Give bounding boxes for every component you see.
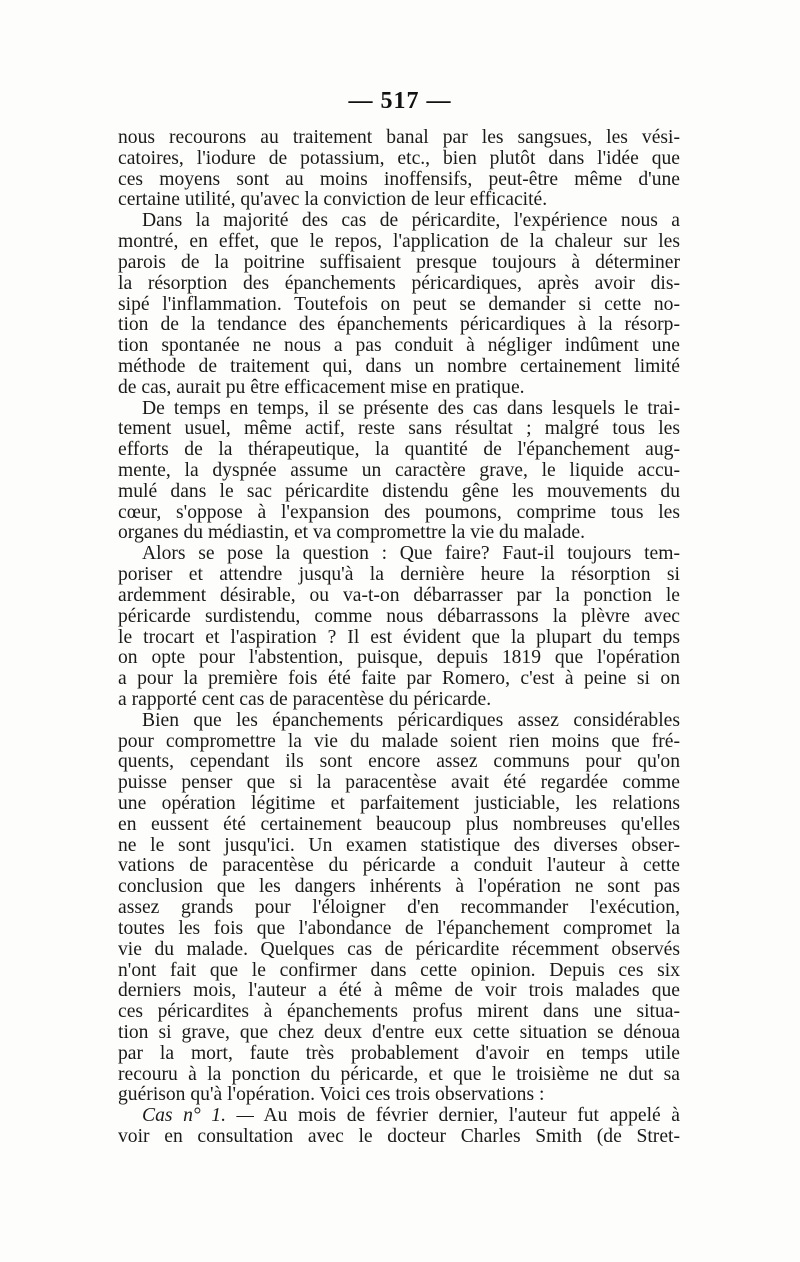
text-line: ces moyens sont au moins inoffensifs, peut-être même d'une [118, 169, 680, 190]
text-line: certaine utilité, qu'avec la conviction de leur efficacité. [118, 190, 548, 211]
text-line: recouru à la ponction du péricarde, et que le troisième ne dut sa [118, 1064, 680, 1085]
paragraph-start-line: Alors se pose la question : Que faire? Faut-il toujours tem- [142, 544, 680, 565]
paragraph-start-line: Bien que les épanchements péricardiques assez considérables [142, 710, 680, 731]
body-text [118, 128, 680, 1148]
text-line: de cas, aurait pu être efficacement mise en pratique. [118, 377, 525, 398]
text-line: voir en consultation avec le docteur Charles Smith (de Stret- [118, 1127, 680, 1147]
text-line: puisse penser que si la paracentèse avait été regardée comme [118, 773, 680, 794]
text-line: une opération légitime et parfaitement justiciable, les relations [118, 794, 680, 814]
text-line: la résorption des épanchements péricardiques, après avoir dis- [118, 273, 680, 294]
text-line: montré, en effet, que le repos, l'application de la chaleur sur les [118, 232, 680, 253]
text-line: péricarde surdistendu, comme nous débarrassons la plèvre avec [118, 606, 680, 627]
text-line: pour compromettre la vie du malade soient rien moins que fré- [118, 731, 680, 752]
paragraph-start-line: De temps en temps, il se présente des cas dans lesquels le trai- [142, 398, 680, 419]
text-line: quents, cependant ils sont encore assez communs pour qu'on [118, 752, 680, 773]
text-line: vie du malade. Quelques cas de péricardite récemment observés [118, 939, 680, 960]
text-line: mente, la dyspnée assume un caractère grave, le liquide accu- [118, 461, 680, 481]
text-line: ces péricardites à épanchements profus mirent dans une situa- [118, 1002, 680, 1023]
text-line: a pour la première fois été faite par Romero, c'est à peine si on [118, 669, 680, 690]
text-line: tion spontanée ne nous a pas conduit à négliger indûment une [118, 336, 680, 357]
text-line: efforts de la thérapeutique, la quantité de l'épanchement aug- [118, 440, 680, 461]
paragraph-start-line: Dans la majorité des cas de péricardite, l'expérience nous a [142, 211, 680, 232]
text-line: méthode de traitement qui, dans un nombre certainement limité [118, 356, 680, 377]
text-line: tion si grave, que chez deux d'entre eux cette situation se dénoua [118, 1022, 680, 1043]
text-line: cœur, s'oppose à l'expansion des poumons, comprime tous les [118, 502, 680, 523]
text-line: conclusion que les dangers inhérents à l'opération ne sont pas [118, 877, 680, 898]
text-line: tement usuel, même actif, reste sans résultat ; malgré tous les [118, 419, 680, 440]
text-line: mulé dans le sac péricardite distendu gêne les mouvements du [118, 481, 680, 502]
case-text: Au mois de février dernier, l'auteur fut appelé à [263, 1106, 680, 1127]
text-line: tion de la tendance des épanchements péricardiques à la résorp- [118, 315, 680, 336]
text-line: organes du médiastin, et va compromettre la vie du malade. [118, 523, 586, 544]
text-line: guérison qu'à l'opération. Voici ces trois observations : [118, 1085, 545, 1106]
text-line: sipé l'inflammation. Toutefois on peut se demander si cette no- [118, 294, 680, 315]
text-line: ne le sont jusqu'ici. Un examen statistique des diverses obser- [118, 835, 680, 856]
text-line: derniers mois, l'auteur a été à même de voir trois malades que [118, 981, 680, 1002]
case-label: Cas n° 1. — [142, 1106, 254, 1127]
text-line: nous recourons au traitement banal par les sangsues, les vési- [118, 128, 680, 148]
text-line: parois de la poitrine suffisaient presque toujours à déterminer [118, 252, 680, 273]
text-line: a rapporté cent cas de paracentèse du péricarde. [118, 689, 492, 710]
page-number: — 517 — [348, 88, 452, 114]
text-line: en eussent été certainement beaucoup plus nombreuses qu'elles [118, 814, 680, 835]
text-line: le trocart et l'aspiration ? Il est évident que la plupart du temps [118, 627, 680, 648]
text-line: vations de paracentèse du péricarde a conduit l'auteur à cette [118, 856, 680, 877]
text-line: toutes les fois que l'abondance de l'épanchement compromet la [118, 918, 680, 939]
text-line: catoires, l'iodure de potassium, etc., bien plutôt dans l'idée que [118, 148, 680, 169]
text-line: assez grands pour l'éloigner d'en recommander l'exécution, [118, 898, 680, 919]
text-line: n'ont fait que le confirmer dans cette opinion. Depuis ces six [118, 960, 680, 981]
case-heading-line [118, 1106, 680, 1127]
text-line: on opte pour l'abstention, puisque, depuis 1819 que l'opération [118, 648, 680, 669]
text-line: poriser et attendre jusqu'à la dernière heure la résorption si [118, 565, 680, 586]
text-line: ardemment désirable, ou va-t-on débarrasser par la ponction le [118, 585, 680, 606]
text-line: par la mort, faute très probablement d'avoir en temps utile [118, 1043, 680, 1064]
